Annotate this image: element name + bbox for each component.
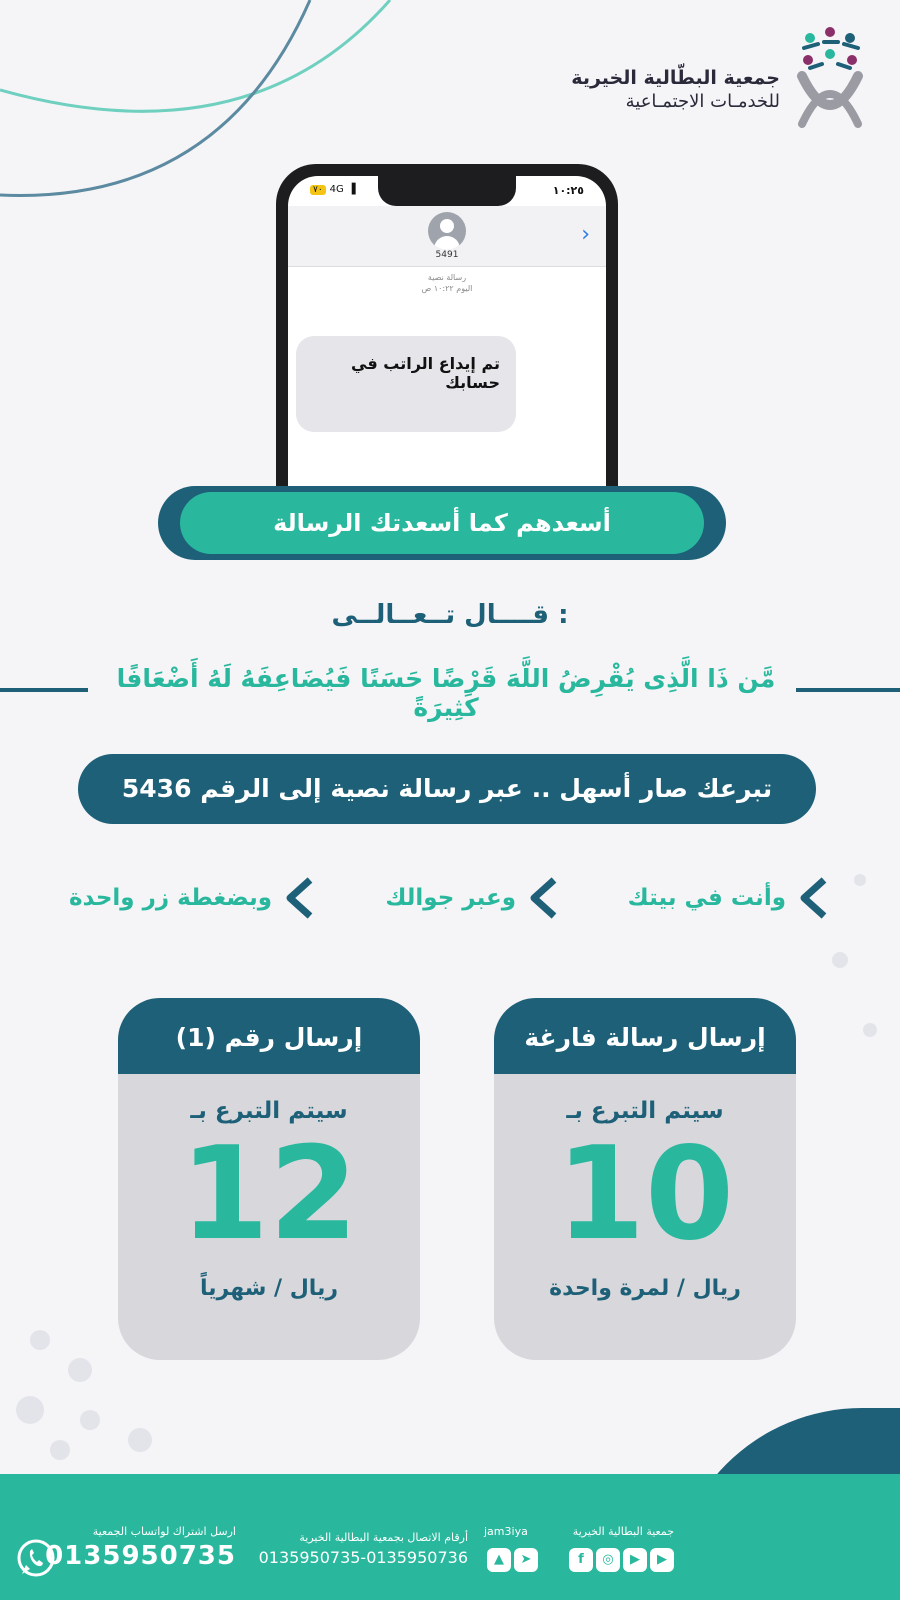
chevron-left-icon [794,876,830,920]
network-label: 4G [329,184,344,195]
org-name [571,66,780,114]
feature-at-home [628,876,830,920]
feature-label: وعبر جوالك [385,885,516,911]
phone-mockup [276,164,618,504]
message-type: رسالة نصية [427,273,467,282]
instagram-icon[interactable]: ◎ [596,1548,620,1572]
donation-card-once [494,998,796,1360]
youtube-icon[interactable]: ▶ [650,1548,674,1572]
chevron-left-icon [280,876,316,920]
telegram-icon[interactable]: ➤ [514,1548,538,1572]
card-unit: ريال / لمرة واحدة [549,1276,741,1301]
contact-avatar-icon [428,212,466,250]
social-label: جمعية البطالية الخيرية [572,1525,674,1538]
org-name-line2: للخدمـات الاجتمـاعية [625,91,780,112]
signal-icon: ▐ [347,184,356,195]
message-bubble: تم إيداع الراتب في حسابك [296,336,516,432]
message-header [288,206,606,267]
social-labels [484,1524,674,1540]
slogan: أسعدهم كما أسعدتك الرسالة [180,492,704,554]
social-handle: jam3iya [484,1525,528,1538]
donation-card-monthly [118,998,420,1360]
chevron-right-icon[interactable]: › [581,222,590,247]
message-time: اليوم ١٠:٢٢ ص [421,284,473,293]
message-meta [288,272,606,294]
social-icons [484,1548,674,1572]
footer-contact [259,1530,468,1570]
card-title: إرسال رسالة فارغة [494,998,796,1074]
card-unit: ريال / شهرياً [200,1276,338,1301]
sender-number: 5491 [435,250,459,260]
card-amount: 10 [555,1120,735,1269]
verse-text: مَّن ذَا الَّذِى يُقْرِضُ اللَّهَ قَرْضًا حَسَنًا فَيُضَاعِفَهُ لَهُ أَضْعَافًا كَثِيرَةً [116,664,776,722]
contact-label: أرقام الاتصال بجمعية البطالية الخيرية [299,1531,468,1544]
snapchat-icon[interactable]: ▲ [487,1548,511,1572]
chevron-left-icon [524,876,560,920]
feature-one-click [69,876,316,920]
facebook-icon[interactable]: f [569,1548,593,1572]
donation-banner: تبرعك صار أسهل .. عبر رسالة نصية إلى الرقم 5436 [78,754,816,824]
feature-by-mobile [385,876,560,920]
card-subtitle: سيتم التبرع بـ [566,1098,724,1124]
whatsapp-number[interactable]: 0135950735 [45,1541,236,1571]
verse-intro: قــــال تــعــالــى : [331,600,569,630]
verse-divider-left [0,688,88,692]
footer-whatsapp [45,1524,236,1572]
card-title: إرسال رقم (1) [118,998,420,1074]
whatsapp-label: ارسل اشتراك لواتساب الجمعية [92,1525,236,1538]
battery-icon: ٧٠ [310,185,326,195]
contact-numbers[interactable]: 0135950735-0135950736 [258,1548,468,1567]
feature-label: وبضغطة زر واحدة [68,885,272,911]
twitter-icon[interactable]: ▶ [623,1548,647,1572]
org-name-line1: جمعية البطّالية الخيرية [571,67,780,89]
org-logo-icon [788,24,872,128]
card-amount: 12 [179,1120,359,1269]
feature-label: وأنت في بيتك [627,885,786,911]
phone-screen [288,176,606,504]
verse-divider-right [796,688,900,692]
status-time: ١٠:٢٥ [552,184,584,197]
phone-notch [378,176,516,206]
footer-social [484,1524,674,1572]
card-subtitle: سيتم التبرع بـ [190,1098,348,1124]
status-indicators [310,184,356,195]
